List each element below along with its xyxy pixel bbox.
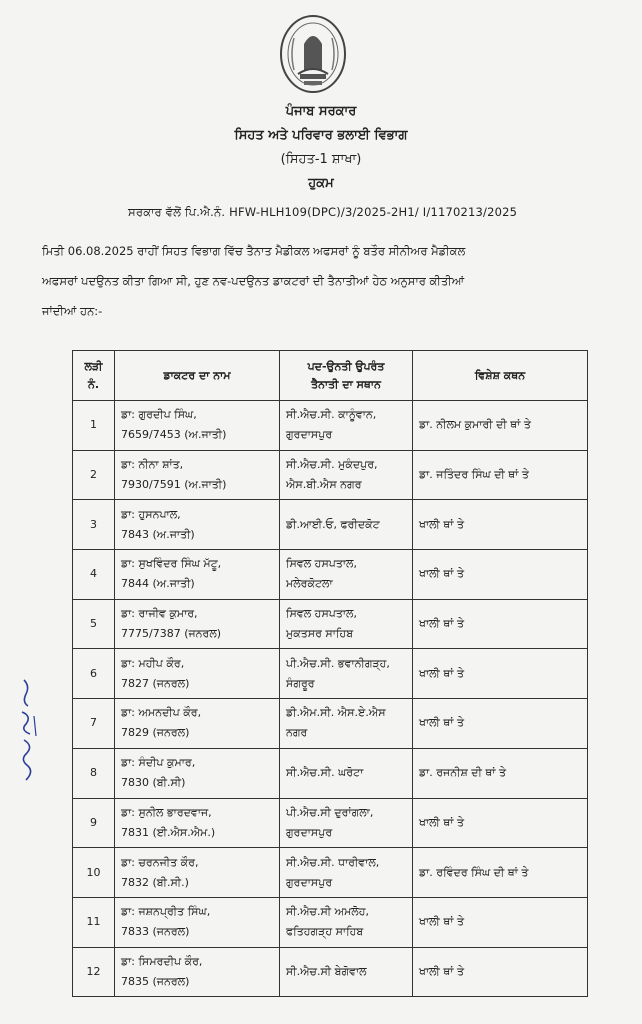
- doctor-code: 7827 (ਜਨਰਲ): [121, 676, 190, 690]
- doctor-name-cell: [115, 401, 280, 451]
- doctor-name-cell: [115, 450, 280, 500]
- header-remarks: ਵਿਸ਼ੇਸ਼ ਕਥਨ: [413, 351, 588, 401]
- table-row: [73, 450, 588, 500]
- doctor-name-cell: [115, 500, 280, 550]
- header-posting-place: [280, 351, 413, 401]
- table-row: [73, 401, 588, 451]
- header-serial: [73, 351, 115, 401]
- serial-cell: 1: [73, 401, 115, 451]
- doctor-name: ਡਾ: ਸੁਨੀਲ ਭਾਰਦਵਾਜ,: [121, 805, 212, 819]
- remarks-cell: ਖਾਲੀ ਥਾਂ ਤੇ: [413, 699, 588, 749]
- serial-cell: 3: [73, 500, 115, 550]
- order-title: ਹੁਕਮ: [308, 176, 334, 191]
- posting-place-line2: ਗੁਰਦਾਸਪੁਰ: [286, 875, 333, 889]
- punjab-government-emblem: [276, 14, 350, 98]
- serial-cell: 10: [73, 848, 115, 898]
- remarks-cell: ਡਾ. ਰਜਨੀਸ਼ ਦੀ ਥਾਂ ਤੇ: [413, 748, 588, 798]
- posting-place-line2: ਐਸ.ਬੀ.ਐਸ ਨਗਰ: [286, 478, 362, 492]
- doctor-name-cell: [115, 748, 280, 798]
- posting-place-line1: ਸਿਵਲ ਹਸਪਤਾਲ,: [286, 607, 357, 621]
- serial-cell: 7: [73, 699, 115, 749]
- table-header-row: [73, 351, 588, 401]
- serial-cell: 11: [73, 897, 115, 947]
- doctor-name: ਡਾ: ਰਾਜੀਵ ਕੁਮਾਰ,: [121, 607, 198, 621]
- order-reference-line: ਸਰਕਾਰ ਵੱਲੋਂ ਪਿ.ਐ.ਨੰ. HFW-HLH109(DPC)/3/2025-2H1/ I/1170213/2025: [128, 205, 518, 219]
- branch-title: (ਸਿਹਤ-1 ਸ਼ਾਖਾ): [280, 152, 362, 167]
- serial-cell: 2: [73, 450, 115, 500]
- posting-place-line1: ਡੀ.ਐਮ.ਸੀ. ਐਸ.ਏ.ਐਸ: [286, 706, 386, 720]
- doctor-name: ਡਾ: ਅਮਨਦੀਪ ਕੌਰ,: [121, 706, 202, 720]
- table-row: [73, 798, 588, 848]
- doctor-name: ਡਾ: ਹੁਸਨਪਾਲ,: [121, 507, 181, 521]
- posting-place-line1: ਸੀ.ਐਚ.ਸੀ ਬੇਗੋਵਾਲ: [286, 964, 367, 978]
- table-row: [73, 748, 588, 798]
- posting-place-cell: [280, 848, 413, 898]
- doctor-name: ਡਾ: ਸੰਦੀਪ ਕੁਮਾਰ,: [121, 756, 196, 770]
- posting-place-line2: ਮੁਕਤਸਰ ਸਾਹਿਬ: [286, 627, 354, 641]
- posting-place-line1: ਸੀ.ਐਚ.ਸੀ ਅਮਲੋਹ,: [286, 905, 369, 919]
- remarks-cell: ਖਾਲੀ ਥਾਂ ਤੇ: [413, 897, 588, 947]
- serial-cell: 4: [73, 550, 115, 600]
- doctor-name-cell: [115, 550, 280, 600]
- header-place-line2: ਤੈਨਾਤੀ ਦਾ ਸਥਾਨ: [311, 377, 381, 391]
- doctor-code: 7829 (ਜਨਰਲ): [121, 726, 190, 740]
- doctor-name: ਡਾ: ਮਹੀਪ ਕੌਰ,: [121, 656, 185, 670]
- header-place-line1: ਪਦ-ਉਨਤੀ ਉਪਰੰਤ: [307, 359, 385, 373]
- doctor-name-cell: [115, 798, 280, 848]
- serial-cell: 9: [73, 798, 115, 848]
- posting-place-line1: ਸਿਵਲ ਹਸਪਤਾਲ,: [286, 557, 357, 571]
- serial-cell: 6: [73, 649, 115, 699]
- table-row: [73, 848, 588, 898]
- order-paragraph-line-1: ਮਿਤੀ 06.08.2025 ਰਾਹੀਂ ਸਿਹਤ ਵਿਭਾਗ ਵਿੱਚ ਤੈਨਾਤ ਮੈਡੀਕਲ ਅਫਸਰਾਂ ਨੂੰ ਬਤੌਰ ਸੀਨੀਅਰ ਮੈਡੀਕਲ: [42, 244, 466, 258]
- doctor-code: 7843 (ਅ.ਜਾਤੀ): [121, 527, 195, 541]
- department-title: ਸਿਹਤ ਅਤੇ ਪਰਿਵਾਰ ਭਲਾਈ ਵਿਭਾਗ: [234, 128, 408, 143]
- table-row: [73, 599, 588, 649]
- doctor-code: 7833 (ਜਨਰਲ): [121, 925, 190, 939]
- posting-place-line2: ਨਗਰ: [286, 726, 308, 740]
- doctor-name-cell: [115, 897, 280, 947]
- posting-place-line1: ਸੀ.ਐਚ.ਸੀ. ਧਾਰੀਵਾਲ,: [286, 855, 380, 869]
- doctor-code: 7659/7453 (ਅ.ਜਾਤੀ): [121, 428, 227, 442]
- doctor-code: 7830 (ਬੀ.ਸੀ): [121, 776, 186, 790]
- doctor-name: ਡਾ: ਨੀਨਾ ਸ਼ਾਂਤ,: [121, 458, 184, 472]
- serial-cell: 5: [73, 599, 115, 649]
- doctor-code: 7775/7387 (ਜਨਰਲ): [121, 627, 222, 641]
- remarks-cell: ਖਾਲੀ ਥਾਂ ਤੇ: [413, 500, 588, 550]
- table-row: [73, 699, 588, 749]
- government-title: ਪੰਜਾਬ ਸਰਕਾਰ: [285, 104, 357, 119]
- doctor-name: ਡਾ: ਗੁਰਦੀਪ ਸਿੰਘ,: [121, 408, 197, 422]
- remarks-cell: ਖਾਲੀ ਥਾਂ ਤੇ: [413, 947, 588, 997]
- posting-place-cell: [280, 401, 413, 451]
- remarks-cell: ਡਾ. ਰਵਿੰਦਰ ਸਿੰਘ ਦੀ ਥਾਂ ਤੇ: [413, 848, 588, 898]
- doctor-code: 7832 (ਬੀ.ਸੀ.): [121, 875, 189, 889]
- header-serial-line1: ਲੜੀ: [84, 359, 103, 373]
- header-doctor-name: ਡਾਕਟਰ ਦਾ ਨਾਮ: [115, 351, 280, 401]
- remarks-cell: ਖਾਲੀ ਥਾਂ ਤੇ: [413, 649, 588, 699]
- serial-cell: 8: [73, 748, 115, 798]
- doctor-code: 7835 (ਜਨਰਲ): [121, 974, 190, 988]
- posting-place-line2: ਫਤਿਹਗੜ੍ਹ ਸਾਹਿਬ: [286, 925, 364, 939]
- remarks-cell: ਡਾ. ਜਤਿੰਦਰ ਸਿੰਘ ਦੀ ਥਾਂ ਤੇ: [413, 450, 588, 500]
- table-row: [73, 897, 588, 947]
- doctor-name-cell: [115, 848, 280, 898]
- table-row: [73, 947, 588, 997]
- posting-place-line1: ਡੀ.ਆਈ.ਓ, ਫਰੀਦਕੋਟ: [286, 517, 380, 531]
- posting-place-line1: ਸੀ.ਐਚ.ਸੀ. ਕਾਨੂੰਵਾਨ,: [286, 408, 377, 422]
- handwritten-signature: [14, 676, 42, 786]
- header-serial-line2: ਨੰ.: [87, 377, 100, 391]
- posting-place-cell: [280, 450, 413, 500]
- order-paragraph-line-2: ਅਫਸਰਾਂ ਪਦਉਨਤ ਕੀਤਾ ਗਿਆ ਸੀ, ਹੁਣ ਨਵ-ਪਦਉਨਤ ਡਾਕਟਰਾਂ ਦੀ ਤੈਨਾਤੀਆਂ ਹੇਠ ਅਨੁਸਾਰ ਕੀਤੀਆਂ: [42, 274, 465, 288]
- doctor-name-cell: [115, 599, 280, 649]
- posting-place-cell: [280, 798, 413, 848]
- posting-place-cell: [280, 649, 413, 699]
- doctor-name: ਡਾ: ਸੁਖਵਿੰਦਰ ਸਿੰਘ ਮੱਟੂ,: [121, 557, 222, 571]
- doctor-name: ਡਾ: ਜਸ਼ਨਪ੍ਰੀਤ ਸਿੰਘ,: [121, 905, 211, 919]
- doctor-code: 7831 (ਈ.ਐਸ.ਐਮ.): [121, 825, 216, 839]
- posting-place-cell: [280, 748, 413, 798]
- posting-place-cell: [280, 500, 413, 550]
- doctor-name-cell: [115, 649, 280, 699]
- doctor-name: ਡਾ: ਚਰਨਜੀਤ ਕੌਰ,: [121, 855, 199, 869]
- posting-place-cell: [280, 897, 413, 947]
- doctor-name: ਡਾ: ਸਿਮਰਦੀਪ ਕੌਰ,: [121, 954, 203, 968]
- remarks-cell: ਡਾ. ਨੀਲਮ ਕੁਮਾਰੀ ਦੀ ਥਾਂ ਤੇ: [413, 401, 588, 451]
- table-row: [73, 500, 588, 550]
- order-paragraph-line-3: ਜਾਂਦੀਆਂ ਹਨ:-: [42, 304, 103, 318]
- posting-place-line1: ਸੀ.ਐਚ.ਸੀ. ਮੁਕੰਦਪੁਰ,: [286, 458, 378, 472]
- posting-place-cell: [280, 699, 413, 749]
- table-row: [73, 550, 588, 600]
- posting-place-cell: [280, 599, 413, 649]
- doctor-code: 7930/7591 (ਅ.ਜਾਤੀ): [121, 478, 227, 492]
- remarks-cell: ਖਾਲੀ ਥਾਂ ਤੇ: [413, 798, 588, 848]
- remarks-cell: ਖਾਲੀ ਥਾਂ ਤੇ: [413, 599, 588, 649]
- posting-place-cell: [280, 947, 413, 997]
- table-row: [73, 649, 588, 699]
- doctor-name-cell: [115, 947, 280, 997]
- posting-place-line2: ਸੰਗਰੂਰ: [286, 676, 315, 690]
- posting-place-line1: ਪੀ.ਐਚ.ਸੀ. ਭਵਾਨੀਗੜ੍ਹ,: [286, 656, 390, 670]
- posting-place-cell: [280, 550, 413, 600]
- posting-place-line1: ਸੀ.ਐਚ.ਸੀ. ਘਰੋਟਾ: [286, 766, 364, 780]
- posting-place-line2: ਗੁਰਦਾਸਪੁਰ: [286, 825, 333, 839]
- doctor-code: 7844 (ਅ.ਜਾਤੀ): [121, 577, 195, 591]
- posting-place-line2: ਗੁਰਦਾਸਪੁਰ: [286, 428, 333, 442]
- posting-place-line2: ਮਲੇਰਕੋਟਲਾ: [286, 577, 333, 591]
- posting-place-line1: ਪੀ.ਐਚ.ਸੀ ਦੁਰਾਂਗਲਾ,: [286, 805, 374, 819]
- doctor-name-cell: [115, 699, 280, 749]
- remarks-cell: ਖਾਲੀ ਥਾਂ ਤੇ: [413, 550, 588, 600]
- serial-cell: 12: [73, 947, 115, 997]
- posting-table: [72, 350, 588, 997]
